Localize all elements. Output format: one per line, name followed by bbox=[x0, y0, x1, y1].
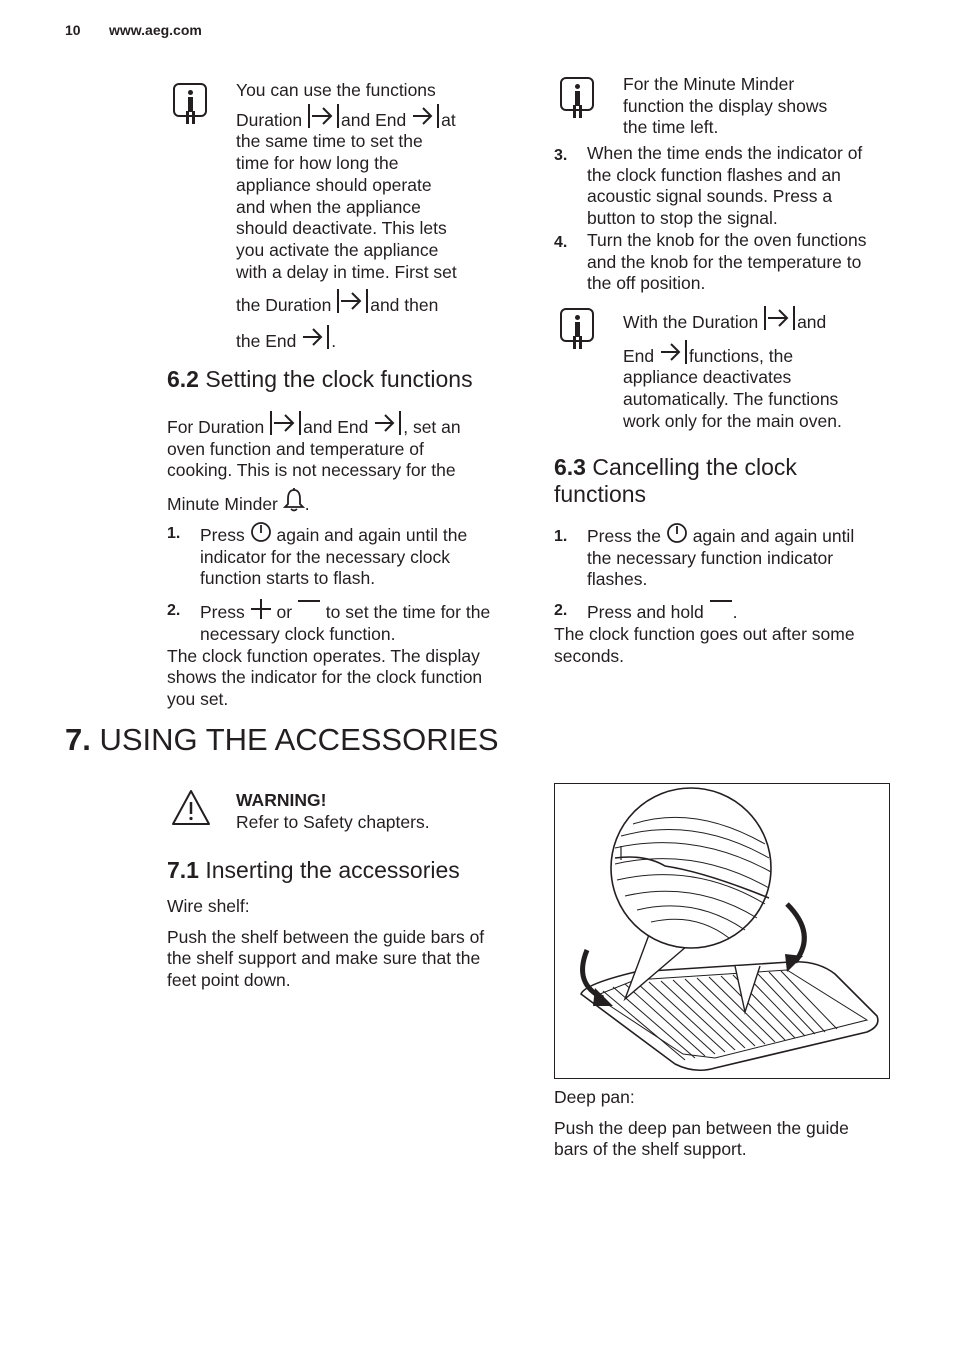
end-icon bbox=[411, 104, 441, 128]
section-7-1-heading: 7.1 Inserting the accessories bbox=[167, 857, 460, 883]
info-icon bbox=[560, 77, 594, 111]
section-6-2-intro: For Duration and End , set an oven function and temperature of cooking. This is not necessary for the Minute Minder . bbox=[167, 411, 527, 516]
wire-shelf-illustration bbox=[554, 783, 890, 1079]
duration-icon bbox=[763, 306, 797, 330]
section-6-3-heading: 6.3 Cancelling the clock functions bbox=[554, 454, 797, 507]
step-number: 2. bbox=[554, 602, 568, 620]
step-number: 2. bbox=[167, 602, 181, 620]
duration-icon bbox=[269, 411, 303, 435]
step-number: 3. bbox=[554, 147, 568, 164]
duration-icon bbox=[307, 104, 341, 128]
bell-icon bbox=[283, 488, 305, 512]
info-icon bbox=[173, 83, 207, 117]
warning-triangle-icon bbox=[171, 789, 211, 827]
site-url: www.aeg.com bbox=[109, 22, 202, 38]
section-6-2-heading: 6.2 Setting the clock functions bbox=[167, 366, 473, 392]
shelf-drawing bbox=[555, 784, 889, 1078]
step-number: 1. bbox=[167, 525, 181, 542]
deep-pan-section: Deep pan: Push the deep pan between the guide bars of the shelf support. bbox=[554, 1087, 849, 1160]
minus-icon bbox=[709, 598, 733, 620]
end-icon bbox=[659, 340, 689, 364]
info-note-minute-minder: For the Minute Minder function the display shows the time left. bbox=[623, 74, 828, 138]
info-note-combined-functions: You can use the functions Duration and End at the same time to set the time for how long the appliance should operate and when the appliance should deactivate. This lets you activate the appliance with a delay in time. First set the Duration and then the End . bbox=[236, 80, 457, 352]
section-7-1-body: Wire shelf: Push the shelf between the guide bars of the shelf support and make sure that the feet point down. bbox=[167, 896, 485, 991]
clock-icon bbox=[250, 521, 272, 543]
end-icon bbox=[301, 325, 331, 349]
duration-icon bbox=[336, 289, 370, 313]
info-icon bbox=[560, 308, 594, 342]
end-icon bbox=[373, 411, 403, 435]
clock-icon bbox=[666, 522, 688, 544]
section-6-3-steps: 1. Press the again and again until the necessary function indicator flashes. 2. Press and hold . The clock function goes out after some seconds. bbox=[554, 522, 914, 667]
step-number: 4. bbox=[554, 233, 568, 251]
plus-icon bbox=[250, 598, 272, 620]
chapter-7-heading: 7. USING THE ACCESSORIES bbox=[65, 722, 499, 757]
warning-note: WARNING! Refer to Safety chapters. bbox=[236, 790, 430, 832]
info-note-auto-deactivate: With the Duration and End functions, the appliance deactivates automatically. The functions work only for the main oven. bbox=[623, 306, 913, 433]
step-number: 1. bbox=[554, 528, 568, 545]
minus-icon bbox=[297, 598, 321, 620]
section-6-2-steps: 1. Press again and again until the indicator for the necessary clock function starts to flash. 2. Press or to set the time for the necessary clock function. The clock function operates. The display shows the indicator for the clock function you set. bbox=[167, 521, 527, 711]
steps-3-4: 3. When the time ends the indicator of the clock function flashes and an acoustic signal sounds. Press a button to stop the signal. 4. Turn the knob for the oven functions and the knob for the temperature to the off position. bbox=[554, 143, 867, 294]
page-number: 10 bbox=[65, 22, 81, 38]
